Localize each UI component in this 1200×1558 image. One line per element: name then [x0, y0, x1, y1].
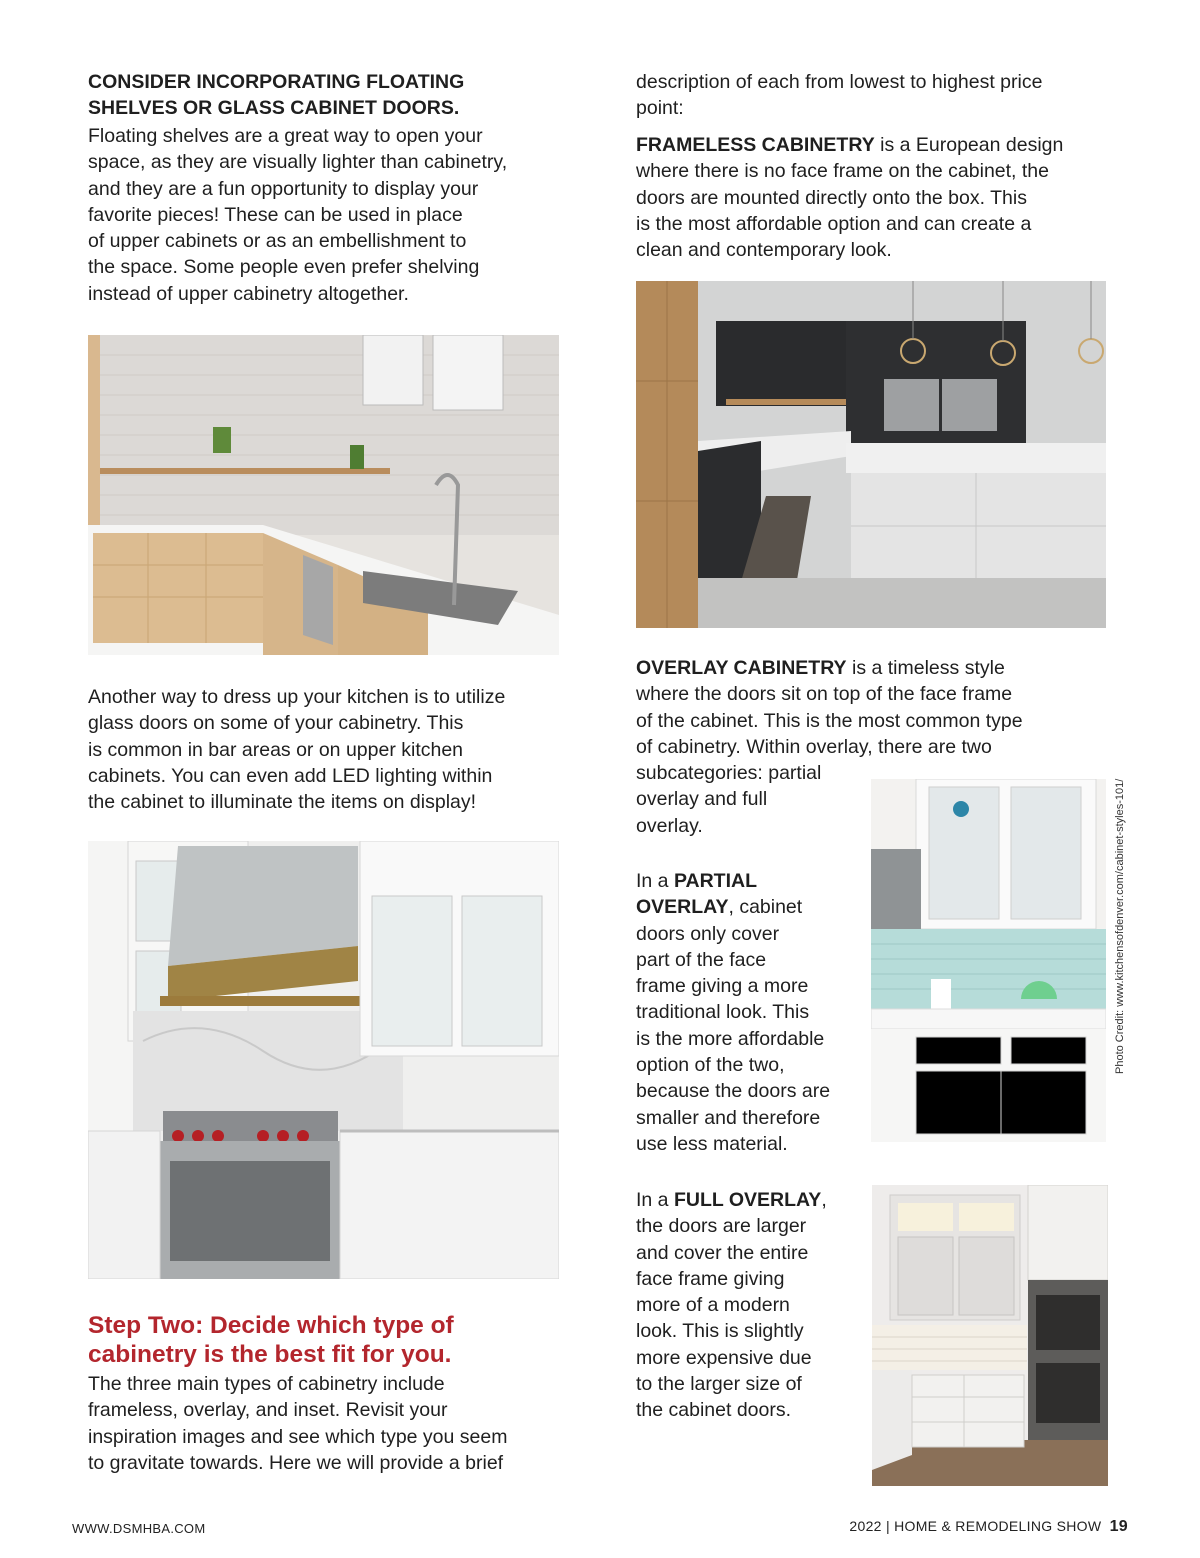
- paragraph-line: doors are mounted directly onto the box. This: [636, 186, 1027, 209]
- full-prefix: In a: [636, 1189, 674, 1211]
- paragraph-line: traditional look. This: [636, 1001, 810, 1024]
- paragraph-line: favorite pieces! These can be used in place: [88, 203, 463, 226]
- paragraph-line: subcategories: partial: [636, 762, 822, 785]
- partial-overlay-kitchen-photo: [871, 779, 1106, 1142]
- paragraph-line: description of each from lowest to highest price: [636, 71, 1043, 93]
- paragraph-line: glass doors on some of your cabinetry. This: [88, 712, 464, 735]
- paragraph-line: of the cabinet. This is the most common type: [636, 709, 1023, 732]
- paragraph-line: frame giving a more: [636, 975, 809, 998]
- left-heading: [88, 69, 464, 122]
- partial-prefix: In a: [636, 870, 674, 892]
- paragraph-line: look. This is slightly: [636, 1320, 804, 1343]
- frameless-line-text: is a European design: [874, 134, 1064, 156]
- paragraph-line: [636, 1187, 827, 1213]
- paragraph-line: cabinets. You can even add LED lighting within: [88, 764, 493, 787]
- glass-doors-paragraph: [88, 684, 505, 815]
- paragraph-line: where the doors sit on top of the face frame: [636, 683, 1013, 706]
- paragraph-line: the cabinet doors.: [636, 1399, 792, 1422]
- paragraph-line: space, as they are visually lighter than cabinetry,: [88, 151, 508, 174]
- paragraph-line: to the larger size of: [636, 1373, 802, 1396]
- partial-after-term: , cabinet: [728, 896, 803, 919]
- paragraph-line: is the more affordable: [636, 1027, 825, 1050]
- overlay-line-text: is a timeless style: [846, 657, 1005, 679]
- paragraph-line: instead of upper cabinetry altogether.: [88, 282, 409, 305]
- paragraph-line: the space. Some people even prefer shelving: [88, 256, 480, 279]
- paragraph-line: because the doors are: [636, 1080, 831, 1103]
- paragraph-line: is the most affordable option and can create a: [636, 212, 1032, 235]
- intro-continued-paragraph: [636, 69, 1042, 122]
- paragraph-line: and they are a fun opportunity to display your: [88, 177, 479, 200]
- paragraph-line: option of the two,: [636, 1054, 785, 1077]
- paragraph-line: smaller and therefore: [636, 1106, 821, 1129]
- overlay-term: OVERLAY CABINETRY: [636, 657, 847, 679]
- paragraph-line: use less material.: [636, 1132, 788, 1155]
- paragraph-line: is common in bar areas or on upper kitchen: [88, 738, 464, 761]
- left-heading-line: SHELVES OR GLASS CABINET DOORS.: [88, 97, 460, 120]
- step-two-heading-line: Step Two: Decide which type of: [88, 1312, 454, 1339]
- paragraph-line: overlay and full: [636, 788, 768, 811]
- partial-term: PARTIAL: [673, 870, 757, 892]
- full-overlay-kitchen-photo: [872, 1185, 1108, 1486]
- paragraph-line: face frame giving: [636, 1267, 785, 1290]
- paragraph-line: The three main types of cabinetry include: [88, 1373, 445, 1395]
- footer-website: WWW.DSMHBA.COM: [72, 1521, 206, 1536]
- paragraph-line: more of a modern: [636, 1294, 790, 1317]
- paragraph-line: more expensive due: [636, 1346, 812, 1369]
- page-number: 19: [1109, 1518, 1128, 1535]
- step-two-heading: [88, 1311, 454, 1369]
- partial-overlay-paragraph: [636, 868, 830, 1157]
- frameless-term: FRAMELESS CABINETRY: [636, 134, 875, 156]
- paragraph-line: overlay.: [636, 814, 703, 837]
- frameless-paragraph: [636, 132, 1063, 263]
- photo-credit: Photo Credit: www.kitchensofdenver.com/cabinet-styles-101/: [1114, 778, 1126, 1074]
- paragraph-line: [636, 894, 830, 920]
- paragraph-line: to gravitate towards. Here we will provide a brief: [88, 1451, 504, 1474]
- footer-publication: HOME & REMODELING SHOW: [894, 1518, 1102, 1534]
- paragraph-line: of cabinetry. Within overlay, there are two: [636, 735, 992, 758]
- frameless-kitchen-photo: [636, 281, 1106, 628]
- footer-separator: |: [885, 1518, 890, 1534]
- paragraph-line: point:: [636, 97, 684, 120]
- glass-cabinet-kitchen-photo: [88, 841, 559, 1279]
- paragraph-line: Floating shelves are a great way to open your: [88, 125, 483, 147]
- floating-shelves-kitchen-photo: [88, 335, 559, 655]
- paragraph-line: part of the face: [636, 948, 767, 971]
- paragraph-line: of upper cabinets or as an embellishment to: [88, 230, 467, 253]
- paragraph-line: and cover the entire: [636, 1241, 809, 1264]
- paragraph-line: the cabinet to illuminate the items on display!: [88, 791, 477, 814]
- paragraph-line: frameless, overlay, and inset. Revisit your: [88, 1399, 448, 1422]
- footer-publication-info: [849, 1518, 1128, 1536]
- cabinetry-types-paragraph: [88, 1371, 507, 1476]
- full-after-term: ,: [821, 1189, 827, 1211]
- paragraph-line: [636, 655, 1023, 681]
- paragraph-line: Another way to dress up your kitchen is to utilize: [88, 686, 506, 708]
- footer-year: 2022: [849, 1518, 882, 1534]
- paragraph-line: the doors are larger: [636, 1215, 807, 1238]
- paragraph-line: [636, 868, 830, 894]
- paragraph-line: doors only cover: [636, 922, 780, 945]
- floating-shelves-paragraph: [88, 123, 507, 307]
- paragraph-line: where there is no face frame on the cabinet, the: [636, 160, 1049, 183]
- full-term: FULL OVERLAY: [673, 1189, 822, 1211]
- partial-term: OVERLAY: [636, 896, 729, 919]
- left-heading-line: CONSIDER INCORPORATING FLOATING: [88, 71, 465, 93]
- step-two-heading-line: cabinetry is the best fit for you.: [88, 1341, 452, 1368]
- paragraph-line: inspiration images and see which type you seem: [88, 1425, 508, 1448]
- paragraph-line: [636, 132, 1063, 158]
- full-overlay-paragraph: [636, 1187, 827, 1424]
- paragraph-line: clean and contemporary look.: [636, 239, 892, 262]
